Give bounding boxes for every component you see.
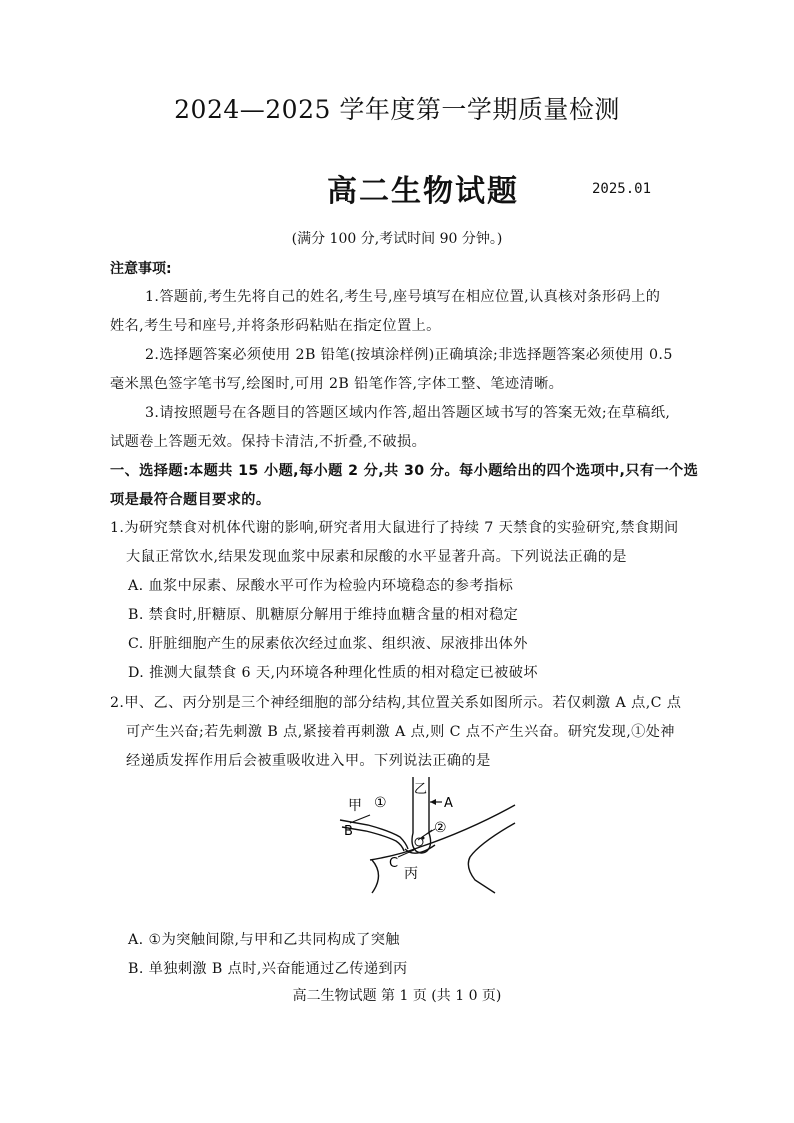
arrow-b [350, 815, 370, 823]
question-1-stem-line-1: 1.为研究禁食对机体代谢的影响,研究者用大鼠进行了持续 7 天禁食的实验研究,禁食期间 [110, 520, 679, 536]
notice-item-3-line-2: 试题卷上答题无效。保持卡清洁,不折叠,不破损。 [110, 434, 427, 450]
exam-date: 2025.01 [592, 181, 652, 197]
notice-item-2-line-1: 2.选择题答案必须使用 2B 铅笔(按填涂样例)正确填涂;非选择题答案必须使用 0.5 [145, 347, 673, 363]
label-point-a: A [444, 796, 453, 811]
exam-title: 2024—2025 学年度第一学期质量检测 [174, 95, 620, 124]
neuron-bing-body [370, 805, 515, 893]
neuron-synapse-diagram [330, 775, 520, 895]
label-yi: 乙 [414, 782, 428, 797]
label-point-c: C [389, 856, 399, 871]
question-1-option-d: D. 推测大鼠禁食 6 天,内环境各种理化性质的相对稳定已被破坏 [128, 665, 538, 681]
section-1-line-2: 项是最符合题目要求的。 [110, 492, 271, 508]
question-2-option-b: B. 单独刺激 B 点时,兴奋能通过乙传递到丙 [128, 961, 408, 977]
page-footer: 高二生物试题 第 1 页 (共 1 0 页) [292, 988, 502, 1004]
label-mark-2: ② [434, 820, 447, 836]
notice-heading: 注意事项: [110, 261, 172, 277]
question-2-stem-line-1: 2.甲、乙、丙分别是三个神经细胞的部分结构,其位置关系如图所示。若仅刺激 A 点,C 点 [110, 695, 682, 711]
question-2-option-a: A. ①为突触间隙,与甲和乙共同构成了突触 [128, 932, 400, 948]
notice-item-1-line-2: 姓名,考生号和座号,并将条形码粘贴在指定位置上。 [110, 318, 441, 334]
score-info: (满分 100 分,考试时间 90 分钟。) [291, 231, 503, 247]
question-2-stem-line-3: 经递质发挥作用后会被重吸收进入甲。下列说法正确的是 [126, 753, 491, 769]
question-1-stem-line-2: 大鼠正常饮水,结果发现血浆中尿素和尿酸的水平显著升高。下列说法正确的是 [126, 549, 627, 565]
section-1-line-1: 一、选择题:本题共 15 小题,每小题 2 分,共 30 分。每小题给出的四个选项中,只有一个选 [110, 463, 699, 479]
label-jia: 甲 [348, 798, 362, 814]
subject-title: 高二生物试题 [327, 174, 519, 209]
question-1-option-a: A. 血浆中尿素、尿酸水平可作为检验内环境稳态的参考指标 [128, 578, 514, 594]
question-1-option-b: B. 禁食时,肝糖原、肌糖原分解用于维持血糖含量的相对稳定 [128, 607, 519, 623]
label-bing: 丙 [404, 866, 418, 882]
notice-item-3-line-1: 3.请按照题号在各题目的答题区域内作答,超出答题区域书写的答案无效;在草稿纸, [145, 405, 671, 421]
notice-item-2-line-2: 毫米黑色签字笔书写,绘图时,可用 2B 铅笔作答,字体工整、笔迹清晰。 [110, 376, 564, 392]
notice-item-1-line-1: 1.答题前,考生先将自己的姓名,考生号,座号填写在相应位置,认真核对条形码上的 [145, 289, 661, 305]
question-1-option-c: C. 肝脏细胞产生的尿素依次经过血浆、组织液、尿液排出体外 [128, 636, 528, 652]
label-point-b: B [344, 824, 353, 839]
label-mark-1: ① [374, 795, 387, 811]
question-2-stem-line-2: 可产生兴奋;若先刺激 B 点,紧接着再刺激 A 点,则 C 点不产生兴奋。研究发现,①处神 [126, 724, 675, 740]
arrow-a-head [430, 799, 436, 805]
